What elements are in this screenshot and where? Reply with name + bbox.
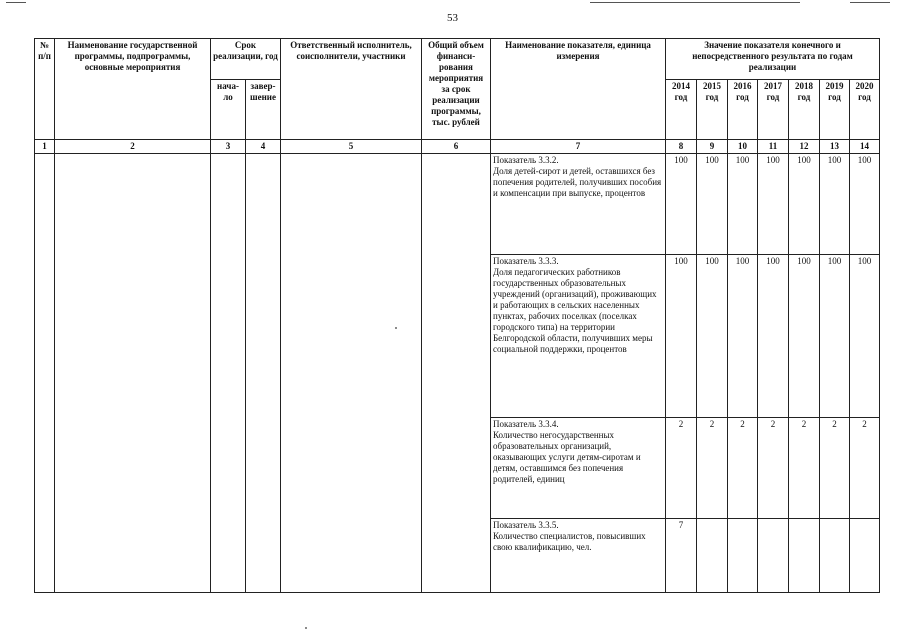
empty-cell bbox=[211, 154, 246, 593]
indicator-cell bbox=[491, 418, 666, 519]
value-cell: 2 bbox=[850, 418, 880, 519]
top-rule-far-right bbox=[850, 2, 890, 3]
column-number-row bbox=[35, 140, 880, 154]
value-cell: 100 bbox=[789, 255, 820, 418]
column-number: 2 bbox=[55, 140, 211, 154]
value-cell bbox=[850, 519, 880, 593]
value-cell bbox=[758, 519, 789, 593]
indicator-title: Показатель 3.3.5. bbox=[493, 520, 559, 530]
value-cell: 100 bbox=[728, 255, 758, 418]
value-cell: 2 bbox=[666, 418, 697, 519]
value-cell: 100 bbox=[666, 255, 697, 418]
value-cell: 100 bbox=[850, 255, 880, 418]
column-number: 5 bbox=[281, 140, 422, 154]
indicator-title: Показатель 3.3.4. bbox=[493, 419, 559, 429]
scan-speck bbox=[395, 327, 397, 329]
column-number: 11 bbox=[758, 140, 789, 154]
column-number: 12 bbox=[789, 140, 820, 154]
column-number: 1 bbox=[35, 140, 55, 154]
top-rule-right bbox=[590, 2, 800, 3]
empty-cell bbox=[55, 154, 211, 593]
indicator-cell bbox=[491, 519, 666, 593]
header-year: 2020 год bbox=[850, 80, 880, 140]
column-number: 3 bbox=[211, 140, 246, 154]
value-cell bbox=[697, 519, 728, 593]
value-cell bbox=[789, 519, 820, 593]
value-cell: 2 bbox=[728, 418, 758, 519]
indicator-cell bbox=[491, 255, 666, 418]
value-cell: 2 bbox=[758, 418, 789, 519]
table-row bbox=[35, 154, 880, 255]
column-number: 9 bbox=[697, 140, 728, 154]
header-year: 2014 год bbox=[666, 80, 697, 140]
header-year: 2015 год bbox=[697, 80, 728, 140]
header-number: № п/п bbox=[35, 39, 55, 140]
value-cell: 7 bbox=[666, 519, 697, 593]
value-cell: 2 bbox=[820, 418, 850, 519]
empty-cell bbox=[422, 154, 491, 593]
header-indicator: Наименование показателя, единица измерения bbox=[491, 39, 666, 140]
header-term: Срок реализации, год bbox=[211, 39, 281, 80]
header-name: Наименование государственной программы, подпрограммы, основные мероприятия bbox=[55, 39, 211, 140]
indicator-title: Показатель 3.3.3. bbox=[493, 256, 559, 266]
header-financing: Общий объем финанси-рования мероприятия за срок реализации программы, тыс. рублей bbox=[422, 39, 491, 140]
column-number: 4 bbox=[246, 140, 281, 154]
value-cell: 100 bbox=[666, 154, 697, 255]
header-term-end: завер-шение bbox=[246, 80, 281, 140]
indicator-text: Доля детей-сирот и детей, оставшихся без попечения родителей, получивших пособия и компенсации при выпуске, процентов bbox=[493, 166, 662, 198]
header-term-start: нача-ло bbox=[211, 80, 246, 140]
empty-cell bbox=[246, 154, 281, 593]
header-year: 2017 год bbox=[758, 80, 789, 140]
column-number: 6 bbox=[422, 140, 491, 154]
value-cell: 2 bbox=[789, 418, 820, 519]
column-number: 14 bbox=[850, 140, 880, 154]
value-cell bbox=[820, 519, 850, 593]
value-cell: 100 bbox=[758, 255, 789, 418]
indicator-cell bbox=[491, 154, 666, 255]
page-number: 53 bbox=[447, 12, 458, 24]
value-cell: 2 bbox=[697, 418, 728, 519]
value-cell: 100 bbox=[758, 154, 789, 255]
column-number: 13 bbox=[820, 140, 850, 154]
value-cell: 100 bbox=[697, 154, 728, 255]
empty-cell bbox=[281, 154, 422, 593]
header-year: 2019 год bbox=[820, 80, 850, 140]
value-cell: 100 bbox=[850, 154, 880, 255]
indicator-text: Количество негосударственных образовательных организаций, оказывающих услуги детям-сиротам и детям, оставшимся без попечения родителей, единиц bbox=[493, 430, 641, 484]
indicator-text: Количество специалистов, повысивших свою квалификацию, чел. bbox=[493, 531, 646, 552]
indicator-title: Показатель 3.3.2. bbox=[493, 155, 559, 165]
scan-speck bbox=[305, 627, 307, 629]
value-cell bbox=[728, 519, 758, 593]
indicator-text: Доля педагогических работников государственных образовательных учреждений (организаций), проживающих и работающих в сельских населенных пунктах, рабочих поселках (поселках городского типа) на территории Белгородской области, получивших меры социальной поддержки, процентов bbox=[493, 267, 657, 354]
header-values: Значение показателя конечного и непосредственного результата по годам реализации bbox=[666, 39, 880, 80]
column-number: 7 bbox=[491, 140, 666, 154]
header-executor: Ответственный исполнитель, соисполнители, участники bbox=[281, 39, 422, 140]
header-year: 2016 год bbox=[728, 80, 758, 140]
value-cell: 100 bbox=[820, 255, 850, 418]
value-cell: 100 bbox=[728, 154, 758, 255]
program-indicators-table bbox=[34, 38, 880, 593]
value-cell: 100 bbox=[789, 154, 820, 255]
column-number: 10 bbox=[728, 140, 758, 154]
header-year: 2018 год bbox=[789, 80, 820, 140]
value-cell: 100 bbox=[820, 154, 850, 255]
column-number: 8 bbox=[666, 140, 697, 154]
value-cell: 100 bbox=[697, 255, 728, 418]
top-rule-left bbox=[6, 2, 26, 3]
empty-cell bbox=[35, 154, 55, 593]
